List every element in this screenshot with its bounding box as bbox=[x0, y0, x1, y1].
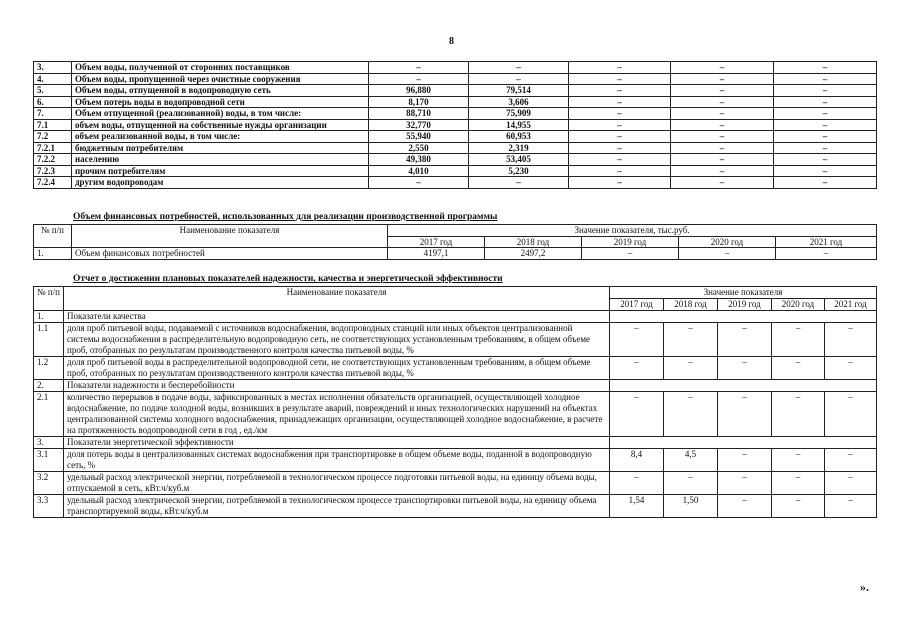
table-row bbox=[34, 131, 877, 143]
row-value: – bbox=[718, 323, 772, 357]
finance-table-title: Объем финансовых потребностей, использованных для реализации производственной программы bbox=[73, 212, 498, 222]
row-number: 7.2.2 bbox=[34, 154, 72, 166]
row-value: 55,940 bbox=[369, 131, 469, 143]
row-name: доля потерь воды в централизованных системах водоснабжения при транспортировке в общем объеме воды, поданной в водопроводную сеть, % bbox=[64, 449, 610, 472]
row-number: 7.2.3 bbox=[34, 165, 72, 177]
row-value: – bbox=[610, 392, 664, 437]
row-name: Объем воды, пропущенной через очистные сооружения bbox=[72, 73, 369, 85]
year-header: 2018 год bbox=[664, 299, 718, 311]
row-name: Объем отпущенной (реализованной) воды, в том числе: bbox=[72, 108, 369, 120]
row-value: – bbox=[569, 62, 671, 74]
row-value: – bbox=[825, 495, 877, 518]
row-value: – bbox=[671, 119, 774, 131]
row-value: – bbox=[369, 177, 469, 189]
section-row bbox=[34, 380, 877, 392]
row-value: – bbox=[469, 62, 569, 74]
table-row bbox=[34, 108, 877, 120]
row-value: – bbox=[610, 472, 664, 495]
row-value: – bbox=[774, 177, 877, 189]
row-value: 49,380 bbox=[369, 154, 469, 166]
year-header: 2019 год bbox=[718, 299, 772, 311]
table-row bbox=[34, 449, 877, 472]
row-value: 4197,1 bbox=[388, 248, 485, 260]
row-name: Объем воды, полученной от сторонних поставщиков bbox=[72, 62, 369, 74]
row-value: – bbox=[610, 357, 664, 380]
row-name: прочим потребителям bbox=[72, 165, 369, 177]
year-header: 2018 год bbox=[485, 236, 582, 248]
row-name: бюджетным потребителям bbox=[72, 142, 369, 154]
row-number: 1.1 bbox=[34, 323, 64, 357]
row-value: – bbox=[664, 323, 718, 357]
col-name-header: Наименование показателя bbox=[64, 287, 610, 311]
row-value: – bbox=[774, 131, 877, 143]
section-label: Показатели энергетической эффективности bbox=[64, 437, 610, 449]
row-name: доля проб питьевой воды, подаваемой с источников водоснабжения, водопроводных станций или иных объектов централизованной системы водоснабжения в распределительную водопроводную сеть, не соответствующих установленным требованиям, в общем объеме проб, отобранных по результатам производственного контроля качества питьевой воды, % bbox=[64, 323, 610, 357]
row-value: 88,710 bbox=[369, 108, 469, 120]
row-value: – bbox=[582, 248, 679, 260]
row-value: – bbox=[776, 248, 877, 260]
row-value: 75,909 bbox=[469, 108, 569, 120]
row-value: – bbox=[772, 357, 825, 380]
table-row bbox=[34, 62, 877, 74]
row-value: – bbox=[825, 449, 877, 472]
col-name-header: Наименование показателя bbox=[72, 225, 388, 248]
row-value: – bbox=[671, 131, 774, 143]
row-number: 7.1 bbox=[34, 119, 72, 131]
row-value: – bbox=[610, 323, 664, 357]
year-header: 2020 год bbox=[772, 299, 825, 311]
row-number: 3.1 bbox=[34, 449, 64, 472]
row-value: 2497,2 bbox=[485, 248, 582, 260]
row-value: – bbox=[772, 495, 825, 518]
row-value: 60,953 bbox=[469, 131, 569, 143]
row-value: 3,606 bbox=[469, 96, 569, 108]
row-number: 7.2 bbox=[34, 131, 72, 143]
row-value: – bbox=[774, 108, 877, 120]
row-value: – bbox=[772, 472, 825, 495]
table-row bbox=[34, 495, 877, 518]
row-value: 2,319 bbox=[469, 142, 569, 154]
row-value: – bbox=[671, 73, 774, 85]
page-number: 8 bbox=[449, 36, 454, 47]
row-value: 5,230 bbox=[469, 165, 569, 177]
year-header: 2017 год bbox=[388, 236, 485, 248]
row-number: 1. bbox=[34, 248, 72, 260]
row-value: – bbox=[664, 472, 718, 495]
table-row bbox=[34, 392, 877, 437]
row-number: 7.2.1 bbox=[34, 142, 72, 154]
row-value: – bbox=[718, 392, 772, 437]
row-value: – bbox=[569, 108, 671, 120]
year-header: 2021 год bbox=[776, 236, 877, 248]
row-value: – bbox=[671, 177, 774, 189]
row-number: 1.2 bbox=[34, 357, 64, 380]
col-no-header: № п/п bbox=[34, 287, 64, 311]
row-name: Объем воды, отпущенной в водопроводную сеть bbox=[72, 85, 369, 97]
row-value: – bbox=[569, 85, 671, 97]
row-name: Объем финансовых потребностей bbox=[72, 248, 388, 260]
row-name: доля проб питьевой воды в распределительной водопроводной сети, не соответствующих установленным требованиям, в общем объеме проб, отобранных по результатам производственного контроля качества питьевой воды, % bbox=[64, 357, 610, 380]
row-value: – bbox=[569, 131, 671, 143]
row-value: – bbox=[569, 96, 671, 108]
row-value: – bbox=[469, 73, 569, 85]
row-value: – bbox=[569, 165, 671, 177]
row-value: – bbox=[774, 142, 877, 154]
row-number: 2.1 bbox=[34, 392, 64, 437]
row-value: 14,955 bbox=[469, 119, 569, 131]
col-no-header: № п/п bbox=[34, 225, 72, 248]
row-value: – bbox=[671, 165, 774, 177]
row-value: 8,4 bbox=[610, 449, 664, 472]
row-value: – bbox=[569, 73, 671, 85]
row-value: – bbox=[718, 472, 772, 495]
row-value: – bbox=[772, 323, 825, 357]
row-value: – bbox=[774, 96, 877, 108]
indicators-table bbox=[33, 286, 877, 518]
row-value: – bbox=[569, 154, 671, 166]
row-number: 5. bbox=[34, 85, 72, 97]
row-value: – bbox=[671, 142, 774, 154]
row-number: 3.2 bbox=[34, 472, 64, 495]
table-row bbox=[34, 154, 877, 166]
row-name: удельный расход электрической энергии, потребляемой в технологическом процессе подготовки питьевой воды, на единицу объема воды, отпускаемой в сеть, кВт.ч/куб.м bbox=[64, 472, 610, 495]
row-number: 1. bbox=[34, 311, 64, 323]
row-value: – bbox=[664, 357, 718, 380]
section-label: Показатели качества bbox=[64, 311, 610, 323]
row-value: – bbox=[825, 323, 877, 357]
row-name: объем воды, отпущенной на собственные нужды организации bbox=[72, 119, 369, 131]
row-value: – bbox=[774, 85, 877, 97]
row-value: – bbox=[718, 357, 772, 380]
row-number: 4. bbox=[34, 73, 72, 85]
year-header: 2021 год bbox=[825, 299, 877, 311]
row-value: – bbox=[774, 62, 877, 74]
row-name: объем реализованной воды, в том числе: bbox=[72, 131, 369, 143]
row-value: – bbox=[569, 177, 671, 189]
row-value: 53,405 bbox=[469, 154, 569, 166]
row-value: 1,50 bbox=[664, 495, 718, 518]
row-number: 7.2.4 bbox=[34, 177, 72, 189]
row-value: 4,010 bbox=[369, 165, 469, 177]
row-value: – bbox=[671, 85, 774, 97]
row-value: – bbox=[772, 392, 825, 437]
table-row bbox=[34, 119, 877, 131]
row-name: населению bbox=[72, 154, 369, 166]
row-name: количество перерывов в подаче воды, зафиксированных в местах исполнения обязательств организацией, осуществляющей холодное водоснабжение, по подаче холодной воды, возникших в результате аварий, повреждений и иных технологических нарушений на объектах централизованной системы холодного водоснабжения, принадлежащих организации, осуществляющей холодное водоснабжение, в расчете на протяженность водопроводной сети в год , ед./км bbox=[64, 392, 610, 437]
section-label: Показатели надежности и бесперебойности bbox=[64, 380, 610, 392]
row-value: 1,54 bbox=[610, 495, 664, 518]
row-name: другим водопроводам bbox=[72, 177, 369, 189]
row-value: 2,550 bbox=[369, 142, 469, 154]
table-row bbox=[34, 323, 877, 357]
row-number: 3.3 bbox=[34, 495, 64, 518]
row-value: – bbox=[774, 73, 877, 85]
row-value: – bbox=[671, 62, 774, 74]
row-value: – bbox=[825, 392, 877, 437]
section-row bbox=[34, 311, 877, 323]
row-value: – bbox=[569, 142, 671, 154]
row-value: – bbox=[671, 108, 774, 120]
finance-table bbox=[33, 224, 877, 260]
table-row bbox=[34, 73, 877, 85]
table-row bbox=[34, 177, 877, 189]
table-row bbox=[34, 248, 877, 260]
table-row bbox=[34, 142, 877, 154]
row-value: – bbox=[569, 119, 671, 131]
table-row bbox=[34, 472, 877, 495]
row-number: 2. bbox=[34, 380, 64, 392]
table-row bbox=[34, 96, 877, 108]
row-value: – bbox=[369, 62, 469, 74]
year-header: 2017 год bbox=[610, 299, 664, 311]
row-number: 6. bbox=[34, 96, 72, 108]
row-value: 96,880 bbox=[369, 85, 469, 97]
row-value: – bbox=[369, 73, 469, 85]
year-header: 2019 год bbox=[582, 236, 679, 248]
row-value: – bbox=[469, 177, 569, 189]
row-value: – bbox=[774, 119, 877, 131]
row-value: – bbox=[825, 357, 877, 380]
table-row bbox=[34, 357, 877, 380]
row-value: – bbox=[825, 472, 877, 495]
row-value: 79,514 bbox=[469, 85, 569, 97]
row-value: – bbox=[774, 154, 877, 166]
row-value: – bbox=[671, 154, 774, 166]
row-value: 32,770 bbox=[369, 119, 469, 131]
table-row bbox=[34, 85, 877, 97]
year-header: 2020 год bbox=[679, 236, 776, 248]
row-number: 7. bbox=[34, 108, 72, 120]
row-name: Объем потерь воды в водопроводной сети bbox=[72, 96, 369, 108]
row-value: – bbox=[679, 248, 776, 260]
row-value: – bbox=[772, 449, 825, 472]
row-value: – bbox=[718, 495, 772, 518]
table-row bbox=[34, 165, 877, 177]
row-value: – bbox=[774, 165, 877, 177]
row-value: – bbox=[664, 392, 718, 437]
row-number: 3. bbox=[34, 62, 72, 74]
col-value-header: Значение показателя, тыс.руб. bbox=[388, 225, 877, 237]
indicators-table-title: Отчет о достижении плановых показателей надежности, качества и энергетической эффективности bbox=[73, 274, 503, 284]
closing-mark: ». bbox=[860, 580, 869, 594]
row-value: 4,5 bbox=[664, 449, 718, 472]
water-volume-table bbox=[33, 61, 877, 189]
row-value: – bbox=[718, 449, 772, 472]
row-number: 3. bbox=[34, 437, 64, 449]
section-row bbox=[34, 437, 877, 449]
col-value-header: Значение показателя bbox=[610, 287, 877, 299]
row-value: – bbox=[671, 96, 774, 108]
row-name: удельный расход электрической энергии, потребляемой в технологическом процессе транспортировки питьевой воды, на единицу объема транспортируемой воды, кВт.ч/куб.м bbox=[64, 495, 610, 518]
row-value: 8,170 bbox=[369, 96, 469, 108]
